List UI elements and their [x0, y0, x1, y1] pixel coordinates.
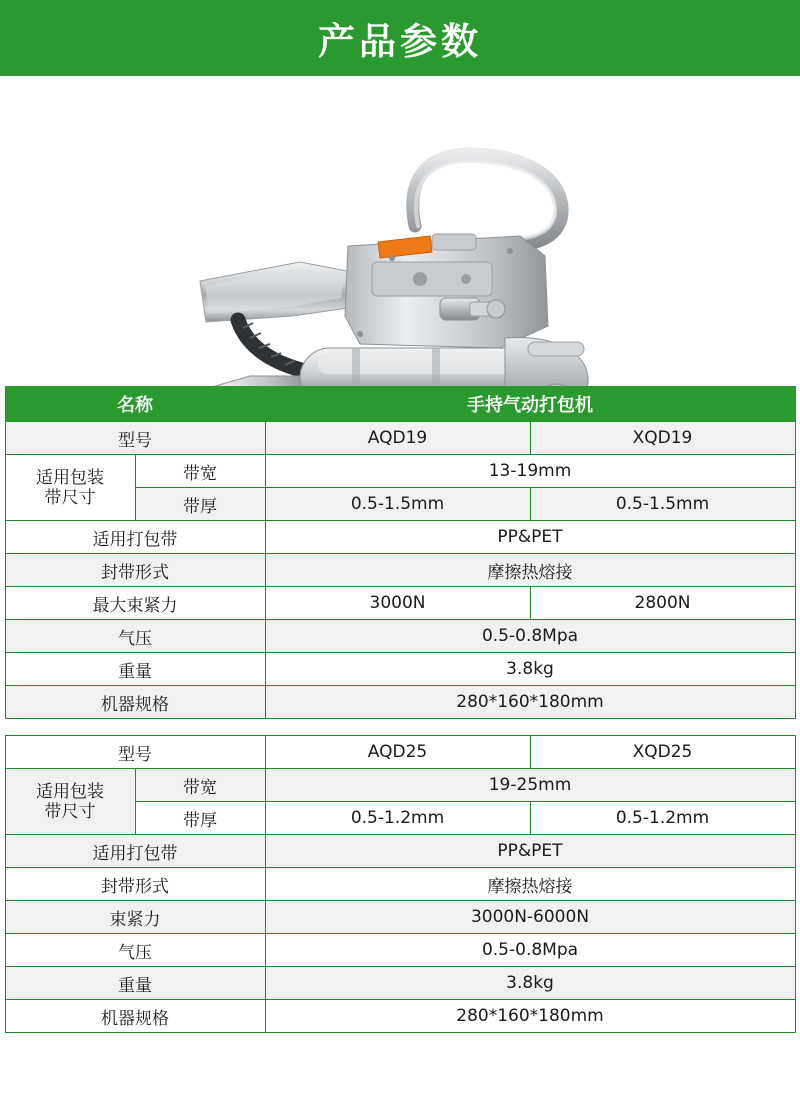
row-value-col1: 0.5-1.2mm — [265, 802, 530, 835]
row-label: 束紧力 — [5, 901, 265, 934]
row-group-label-line2: 带尺寸 — [44, 487, 96, 508]
pneumatic-strapping-tool-illustration — [0, 76, 800, 386]
table-row — [5, 554, 795, 587]
table-row — [5, 1000, 795, 1033]
row-value: PP&PET — [265, 835, 795, 868]
row-group-label — [5, 769, 135, 835]
row-label: 气压 — [5, 934, 265, 967]
row-label: 型号 — [5, 736, 265, 769]
row-label: 带宽 — [135, 769, 265, 802]
row-value: 摩擦热熔接 — [265, 868, 795, 901]
table-row — [5, 455, 795, 488]
row-value-col2: XQD25 — [530, 736, 795, 769]
row-group-label-line2: 带尺寸 — [44, 801, 96, 822]
header-value: 手持气动打包机 — [265, 387, 795, 422]
row-value: 280*160*180mm — [265, 686, 795, 719]
row-value-col1: AQD19 — [265, 422, 530, 455]
row-label: 适用打包带 — [5, 521, 265, 554]
table-row — [5, 934, 795, 967]
row-value: 3000N-6000N — [265, 901, 795, 934]
row-label: 适用打包带 — [5, 835, 265, 868]
row-value: 0.5-0.8Mpa — [265, 620, 795, 653]
page-title: 产品参数 — [318, 20, 482, 63]
row-label: 机器规格 — [5, 1000, 265, 1033]
table-row — [5, 835, 795, 868]
table-row — [5, 653, 795, 686]
row-label: 机器规格 — [5, 686, 265, 719]
header-label: 名称 — [5, 387, 265, 422]
row-value-col2: 0.5-1.2mm — [530, 802, 795, 835]
table-row — [5, 422, 795, 455]
row-value-col2: 0.5-1.5mm — [530, 488, 795, 521]
table-row — [5, 868, 795, 901]
table-header-row — [5, 387, 795, 422]
row-value-col1: 0.5-1.5mm — [265, 488, 530, 521]
row-value: PP&PET — [265, 521, 795, 554]
row-label: 带宽 — [135, 455, 265, 488]
row-value: 280*160*180mm — [265, 1000, 795, 1033]
table-row — [5, 901, 795, 934]
row-label: 最大束紧力 — [5, 587, 265, 620]
row-label: 型号 — [5, 422, 265, 455]
spec-table-19 — [5, 386, 796, 719]
row-value: 19-25mm — [265, 769, 795, 802]
row-value-col2: XQD19 — [530, 422, 795, 455]
row-group-label-line1: 适用包装 — [36, 781, 104, 802]
row-label: 封带形式 — [5, 868, 265, 901]
row-label: 带厚 — [135, 488, 265, 521]
table-row — [5, 736, 795, 769]
row-value-col2: 2800N — [530, 587, 795, 620]
row-value: 3.8kg — [265, 653, 795, 686]
table-row — [5, 587, 795, 620]
page-banner — [0, 0, 800, 76]
row-label: 重量 — [5, 967, 265, 1000]
product-image — [0, 76, 800, 386]
row-label: 封带形式 — [5, 554, 265, 587]
table-gap — [0, 719, 800, 735]
row-group-label — [5, 455, 135, 521]
row-value: 3.8kg — [265, 967, 795, 1000]
row-value-col1: AQD25 — [265, 736, 530, 769]
row-value: 13-19mm — [265, 455, 795, 488]
row-value-col1: 3000N — [265, 587, 530, 620]
row-value: 0.5-0.8Mpa — [265, 934, 795, 967]
table-row — [5, 686, 795, 719]
spec-table-25 — [5, 735, 796, 1033]
row-label: 重量 — [5, 653, 265, 686]
row-label: 气压 — [5, 620, 265, 653]
table-row — [5, 620, 795, 653]
table-row — [5, 769, 795, 802]
table-row — [5, 967, 795, 1000]
table-row — [5, 521, 795, 554]
row-group-label-line1: 适用包装 — [36, 467, 104, 488]
row-label: 带厚 — [135, 802, 265, 835]
row-value: 摩擦热熔接 — [265, 554, 795, 587]
